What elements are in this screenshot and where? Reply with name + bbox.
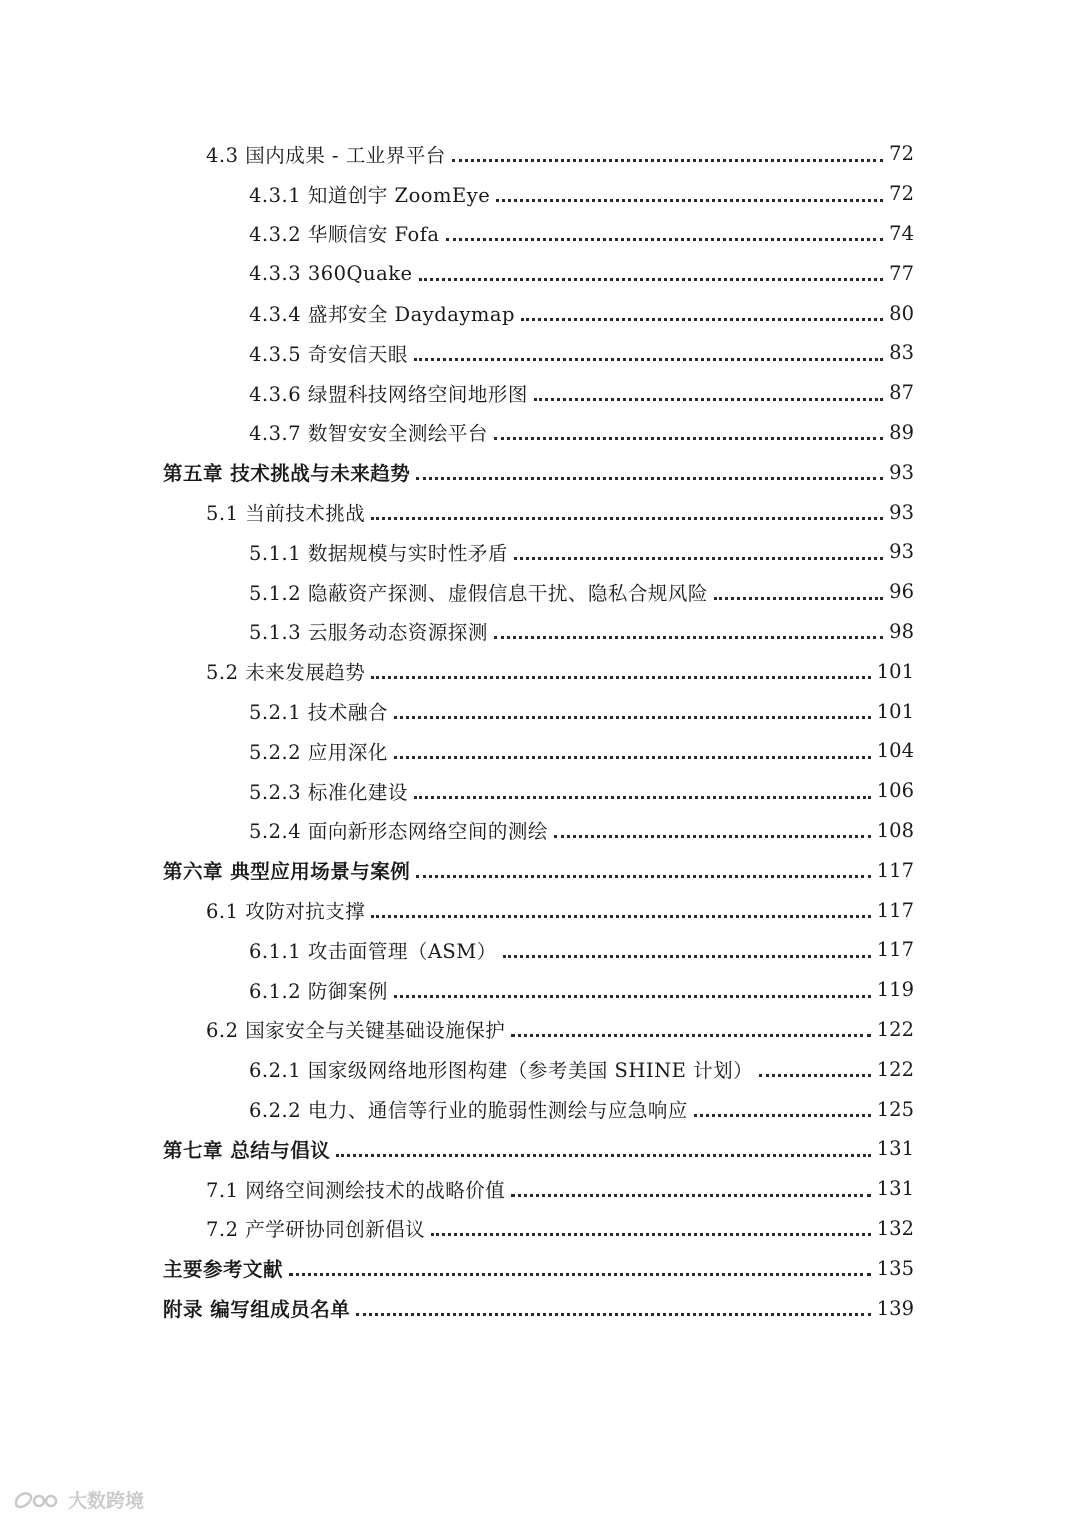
toc-entry[interactable] [0,253,1080,293]
toc-entry[interactable] [0,333,1080,373]
toc-entry-page: 119 [876,978,914,1002]
toc-entry[interactable] [0,1049,1080,1089]
dot-leader [534,397,883,401]
toc-entry-title: 4.3.2 华顺信安 Fofa [249,223,440,247]
toc-entry[interactable] [0,930,1080,970]
toc-entry-title: 6.2 国家安全与关键基础设施保护 [206,1019,506,1043]
toc-entry[interactable] [0,651,1080,691]
toc-entry-title: 5.1.3 云服务动态资源探测 [249,621,488,645]
dot-leader [416,874,870,878]
dot-leader [416,476,883,480]
toc-entry-title: 5.2.3 标准化建设 [249,780,408,804]
toc-entry[interactable] [0,174,1080,214]
toc-entry-page: 87 [889,381,914,405]
toc-entry[interactable] [0,214,1080,254]
toc-entry[interactable] [0,1248,1080,1288]
toc-entry[interactable] [0,492,1080,532]
toc-entry-page: 117 [876,938,914,962]
toc-entry-page: 106 [876,779,914,803]
toc-entry-page: 96 [889,580,914,604]
toc-entry-page: 131 [876,1137,914,1161]
toc-entry-title: 5.1.1 数据规模与实时性矛盾 [249,541,508,565]
toc-entry[interactable] [0,612,1080,652]
dot-leader [371,516,883,520]
dot-leader [431,1232,871,1236]
dot-leader [414,357,883,361]
toc-entry-page: 139 [876,1296,914,1320]
toc-entry-title: 5.2.4 面向新形态网络空间的测绘 [249,820,548,844]
dot-leader [419,277,884,281]
toc-entry-page: 101 [876,659,914,683]
toc-entry-title: 4.3.6 绿盟科技网络空间地形图 [249,382,528,406]
dot-leader [554,834,871,838]
dot-leader [503,954,871,958]
toc-entry-page: 125 [876,1097,914,1121]
toc-entry-page: 122 [876,1057,914,1081]
toc-entry-title: 5.2 未来发展趋势 [206,661,366,685]
toc-entry-title: 5.2.1 技术融合 [249,701,388,725]
toc-entry-page: 135 [876,1256,914,1280]
weibo-logo-icon [12,1487,60,1513]
toc-entry-page: 93 [889,540,914,564]
toc-entry[interactable] [0,691,1080,731]
toc-entry-title: 第六章 典型应用场景与案例 [163,860,411,884]
toc-entry-page: 80 [889,301,914,325]
dot-leader [496,198,883,202]
toc-entry[interactable] [0,373,1080,413]
dot-leader [394,994,871,998]
dot-leader [759,1073,871,1077]
toc-entry[interactable] [0,811,1080,851]
toc-entry-page: 108 [876,818,914,842]
toc-entry-title: 附录 编写组成员名单 [163,1298,351,1321]
toc-entry[interactable] [0,1209,1080,1249]
toc-entry-title: 5.2.2 应用深化 [249,740,388,764]
dot-leader [521,317,883,321]
toc-entry-title: 4.3.5 奇安信天眼 [249,342,408,366]
toc-entry-title: 6.1.1 攻击面管理（ASM） [249,939,497,963]
toc-entry[interactable] [0,452,1080,492]
toc-entry-title: 第五章 技术挑战与未来趋势 [163,462,411,486]
watermark-text: 大数跨境 [68,1490,145,1512]
toc-entry[interactable] [0,1169,1080,1209]
dot-leader [356,1312,870,1316]
dot-leader [714,596,883,600]
toc-entry[interactable] [0,1129,1080,1169]
dot-leader [336,1153,870,1157]
dot-leader [511,1033,871,1037]
table-of-contents [0,134,1080,1328]
toc-entry[interactable] [0,731,1080,771]
dot-leader [452,158,883,162]
toc-entry-page: 77 [889,261,914,285]
dot-leader [414,795,871,799]
toc-entry-title: 6.1.2 防御案例 [249,979,388,1003]
toc-entry[interactable] [0,413,1080,453]
toc-entry-page: 98 [889,619,914,643]
toc-entry-title: 第七章 总结与倡议 [163,1138,331,1162]
toc-entry-page: 117 [876,898,914,922]
toc-entry-page: 122 [876,1017,914,1041]
toc-entry-title: 4.3.4 盛邦安全 Daydaymap [249,303,516,327]
toc-entry[interactable] [0,970,1080,1010]
toc-entry-page: 117 [876,858,914,882]
toc-entry-title: 6.2.2 电力、通信等行业的脆弱性测绘与应急响应 [249,1099,688,1123]
toc-entry-title: 4.3 国内成果 - 工业界平台 [206,143,446,167]
toc-entry-title: 5.1 当前技术挑战 [206,502,366,526]
toc-entry-page: 131 [876,1177,914,1201]
toc-entry-page: 83 [889,341,914,365]
toc-entry-page: 93 [889,500,914,524]
toc-entry-title: 5.1.2 隐蔽资产探测、虚假信息干扰、隐私合规风险 [249,581,708,605]
toc-entry-page: 104 [876,739,914,763]
toc-entry[interactable] [0,572,1080,612]
toc-entry[interactable] [0,134,1080,174]
toc-entry-title: 7.1 网络空间测绘技术的战略价值 [206,1178,506,1202]
dot-leader [371,675,871,679]
dot-leader [394,755,871,759]
toc-entry[interactable] [0,890,1080,930]
toc-entry-page: 72 [889,182,914,206]
toc-entry[interactable] [0,850,1080,890]
toc-entry[interactable] [0,293,1080,333]
watermark [12,1486,144,1513]
dot-leader [289,1272,871,1276]
toc-entry-page: 74 [889,221,914,245]
dot-leader [694,1113,871,1117]
dot-leader [394,715,871,719]
toc-entry-title: 4.3.1 知道创宇 ZoomEye [249,183,491,207]
dot-leader [514,556,883,560]
toc-entry-title: 6.2.1 国家级网络地形图构建（参考美国 SHINE 计划） [249,1059,754,1083]
toc-entry-page: 101 [876,699,914,723]
toc-entry-title: 4.3.7 数智安安全测绘平台 [249,422,488,446]
toc-entry[interactable] [0,532,1080,572]
toc-entry-page: 72 [889,142,914,166]
dot-leader [494,436,883,440]
dot-leader [446,237,884,241]
toc-entry-title: 4.3.3 360Quake [249,261,413,285]
dot-leader [371,914,871,918]
toc-entry-title: 6.1 攻防对抗支撑 [206,900,366,924]
toc-entry-page: 89 [889,420,914,444]
toc-entry[interactable] [0,1010,1080,1050]
toc-entry-title: 7.2 产学研协同创新倡议 [206,1218,426,1242]
toc-entry-page: 93 [889,460,914,484]
toc-entry-title: 主要参考文献 [163,1258,284,1282]
toc-entry[interactable] [0,1288,1080,1328]
dot-leader [511,1193,871,1197]
dot-leader [494,635,883,639]
toc-entry[interactable] [0,1089,1080,1129]
toc-entry-page: 132 [876,1216,914,1240]
toc-entry[interactable] [0,771,1080,811]
